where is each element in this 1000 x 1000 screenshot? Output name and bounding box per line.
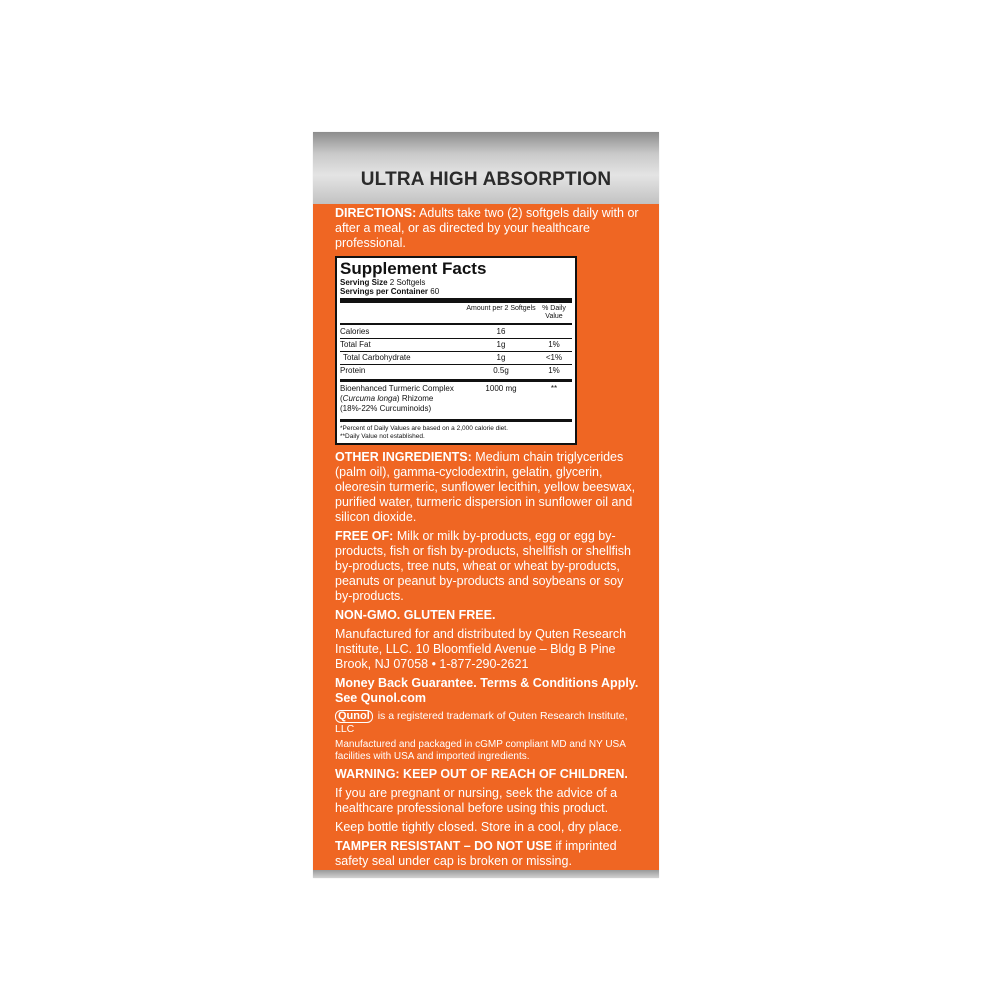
other-ingredients: OTHER INGREDIENTS: Medium chain triglycerides (palm oil), gamma-cyclodextrin, gelatin, glycerin, oleoresin turmeric, sunflower lecithin, yellow beeswax, purified water, turmeric dispersion in sunflower oil and silicon dioxide. [335, 450, 636, 524]
directions-label: DIRECTIONS: [335, 206, 417, 220]
product-box [313, 132, 659, 878]
label-content [335, 206, 643, 873]
facts-header-row [340, 304, 572, 322]
amount-header: Amount per 2 Softgels [466, 305, 536, 312]
dv-header: % Daily Value [542, 305, 566, 320]
facts-footnote: *Percent of Daily Values are based on a 2,000 calorie diet. **Daily Value not established. [340, 425, 508, 440]
supplement-facts-panel [335, 256, 577, 445]
qunol-logo: Qunol [335, 710, 373, 723]
servings-per-container: Servings per Container 60 [340, 287, 440, 296]
turmeric-complex-row: Bioenhanced Turmeric Complex (Curcuma longa) Rhizome (18%-22% Curcuminoids) 1000 mg ** [340, 384, 558, 413]
warning: WARNING: KEEP OUT OF REACH OF CHILDREN. [335, 767, 628, 781]
tamper-note: TAMPER RESISTANT – DO NOT USE if imprinted safety seal under cap is broken or missing. [335, 839, 617, 868]
storage-note: Keep bottle tightly closed. Store in a cool, dry place. [335, 820, 622, 834]
free-of: FREE OF: Milk or milk by-products, egg or egg by-products, fish or fish by-products, shellfish or shellfish by-products, tree nuts, wheat or wheat by-products, peanuts or peanut by-products and soybeans or soy by-products. [335, 529, 631, 603]
trademark-note: Qunol is a registered trademark of Quten Research Institute, LLC [335, 710, 628, 735]
manufacturer-info: Manufactured for and distributed by Quten Research Institute, LLC. 10 Bloomfield Avenue – Bldg B Pine Brook, NJ 07058 • 1-877-290-2621 [335, 627, 627, 671]
table-row: Calories 16 [340, 327, 506, 336]
table-row: Protein 0.5g 1% [340, 366, 560, 375]
bottom-strip [313, 870, 659, 878]
banner [313, 132, 659, 204]
facts-title: Supplement Facts [340, 259, 487, 278]
cgmp-note: Manufactured and packaged in cGMP compliant MD and NY USA facilities with USA and imported ingredients. [335, 739, 626, 762]
table-row: Total Carbohydrate 1g <1% [343, 353, 563, 362]
serving-size: Serving Size 2 Softgels [340, 278, 426, 287]
money-back-guarantee: Money Back Guarantee. Terms & Conditions Apply. See Qunol.com [335, 676, 639, 705]
banner-title: ULTRA HIGH ABSORPTION [360, 169, 612, 190]
non-gmo: NON-GMO. GLUTEN FREE. [335, 608, 496, 622]
table-row: Total Fat 1g 1% [340, 340, 560, 349]
directions-text: Adults take two (2) softgels daily with or after a meal, or as directed by your healthcare professional. [335, 206, 639, 250]
pregnancy-note: If you are pregnant or nursing, seek the advice of a healthcare professional before using this product. [335, 786, 618, 815]
directions [335, 206, 643, 251]
